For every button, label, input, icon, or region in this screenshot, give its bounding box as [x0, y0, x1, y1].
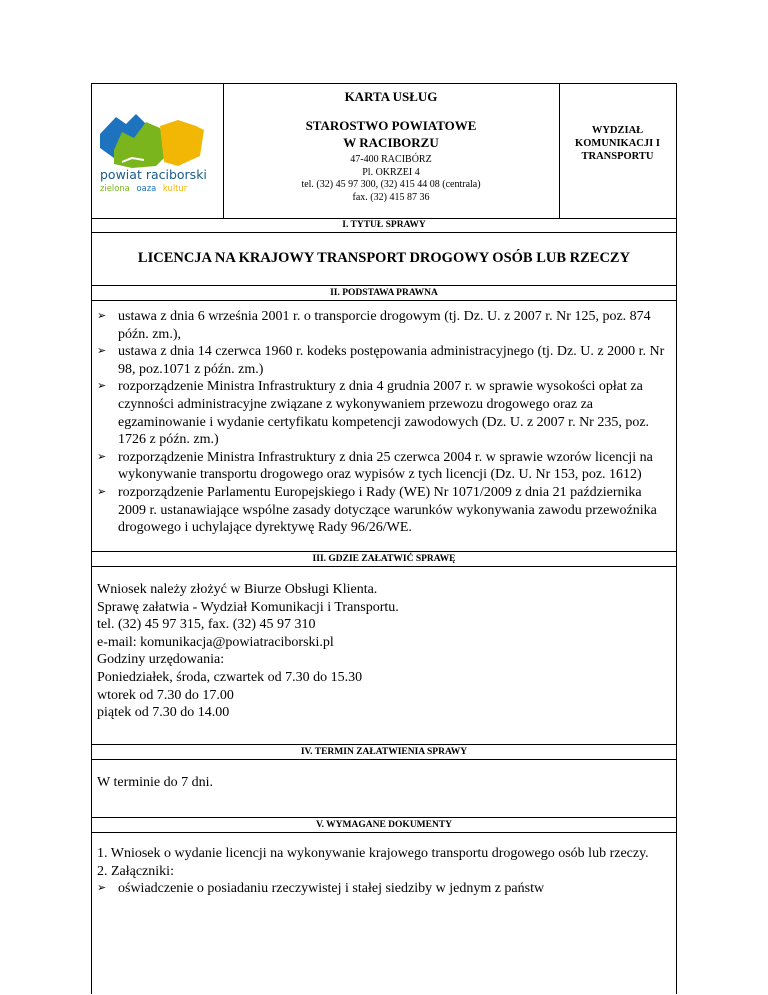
legal-basis-item: ➢ rozporządzenie Ministra Infrastruktury z dnia 25 czerwca 2004 r. w sprawie wzorów licencji na wykonywanie transportu drogowego oraz wypisów z tych licencji (Dz. U. Nr 153, poz. 1612) [97, 449, 653, 483]
arrow-bullet-icon: ➢ [97, 380, 107, 393]
section-2-label: II. PODSTAWA PRAWNA [92, 286, 676, 301]
where-email: e-mail: komunikacja@powiatraciborski.pl [97, 634, 334, 650]
address-fax: fax. (32) 415 87 36 [352, 191, 430, 203]
required-doc-1: 1. Wniosek o wydanie licencji na wykonywanie krajowego transportu drogowego osób lub rzeczy. [97, 846, 649, 861]
section-3-body [92, 567, 676, 745]
legal-basis-item: ➢ ustawa z dnia 14 czerwca 1960 r. kodeks postępowania administracyjnego (tj. Dz. U. z 2000 r. Nr 98, poz.1071 z późn. zm.) [97, 344, 665, 377]
tagline-word-2: oaza [136, 183, 157, 193]
section-1-label: I. TYTUŁ SPRAWY [92, 218, 676, 233]
department-line-3: TRANSPORTU [581, 151, 654, 162]
office-info-cell [223, 84, 560, 218]
office-name [223, 117, 559, 151]
office-address [223, 154, 559, 204]
logo-tagline [100, 183, 188, 193]
where-line: Sprawę załatwia - Wydział Komunikacji i Transportu. [97, 599, 399, 615]
attachment-item: ➢ oświadczenie o posiadaniu rzeczywistej i stałej siedziby w jednym z państw [97, 881, 545, 897]
department-cell [559, 84, 676, 218]
deadline-text: W terminie do 7 dni. [97, 775, 213, 790]
section-5-label: V. WYMAGANE DOKUMENTY [92, 818, 676, 833]
address-phone: tel. (32) 45 97 300, (32) 415 44 08 (centrala) [301, 179, 481, 191]
arrow-bullet-icon: ➢ [97, 310, 107, 322]
logo-cell [92, 84, 224, 218]
where-phone: tel. (32) 45 97 315, fax. (32) 45 97 310 [97, 617, 316, 633]
where-hours-label: Godziny urzędowania: [97, 652, 225, 668]
attachments-list [92, 880, 670, 898]
where-hours-line: piątek od 7.30 do 14.00 [97, 705, 230, 721]
where-hours-line: Poniedziałek, środa, czwartek od 7.30 do 15.30 [97, 669, 363, 685]
card-title: KARTA USŁUG [344, 89, 438, 104]
office-name-line-2: W RACIBORZU [343, 135, 439, 150]
office-name-line-1: STAROSTWO POWIATOWE [305, 118, 477, 133]
address-city: 47-400 RACIBÓRZ [350, 154, 432, 165]
address-street: Pl. OKRZEI 4 [362, 166, 420, 178]
section-3-label: III. GDZIE ZAŁATWIĆ SPRAWĘ [92, 552, 676, 567]
section-5-body [92, 833, 676, 995]
case-title: LICENCJA NA KRAJOWY TRANSPORT DROGOWY OSÓB LUB RZECZY [137, 250, 631, 266]
section-1-body [92, 233, 676, 286]
tagline-word-1: zielona [100, 183, 130, 193]
arrow-bullet-icon: ➢ [97, 345, 107, 358]
where-hours-line: wtorek od 7.30 do 17.00 [97, 687, 234, 703]
section-4-body [92, 760, 676, 818]
logo-name: powiat raciborski [100, 167, 207, 182]
arrow-bullet-icon: ➢ [97, 485, 107, 498]
arrow-bullet-icon: ➢ [97, 450, 107, 463]
card-header [92, 84, 676, 219]
required-doc-2: 2. Załączniki: [97, 863, 174, 879]
legal-basis-list [92, 308, 670, 537]
tagline-word-3: kultur [162, 183, 188, 193]
department-name [559, 124, 676, 163]
legal-basis-item: ➢ rozporządzenie Parlamentu Europejskiego i Rady (WE) Nr 1071/2009 z dnia 21 października 2009 r. ustanawiające wspólne zasady dotyczące warunków wykonywania zawodu przewoźnika drogowego i uchylające dyrektywę Rady 96/26/WE. [97, 484, 657, 536]
legal-basis-item: ➢ ustawa z dnia 6 września 2001 r. o transporcie drogowym (tj. Dz. U. z 2007 r. Nr 125, poz. 874 późn. zm.), [97, 309, 651, 342]
logo-yellow-shape [160, 120, 204, 166]
department-line-2: KOMUNIKACJI I [575, 138, 660, 149]
department-line-1: WYDZIAŁ [591, 125, 644, 136]
service-card [91, 83, 677, 994]
arrow-bullet-icon: ➢ [97, 882, 107, 895]
where-line: Wniosek należy złożyć w Biurze Obsługi Klienta. [97, 582, 378, 597]
section-4-label: IV. TERMIN ZAŁATWIENIA SPRAWY [92, 745, 676, 760]
section-2-body [92, 301, 676, 552]
powiat-raciborski-logo [92, 84, 223, 218]
legal-basis-item: ➢ rozporządzenie Ministra Infrastruktury z dnia 4 grudnia 2007 r. w sprawie wysokości opłat za czynności administracyjne związane z wykonywaniem przewozu drogowego oraz za egzaminowanie i wydanie certyfikatu kompetencji zawodowych (Dz. U. z 2007 r. Nr 235, poz. 1726 z późn. zm.) [97, 379, 650, 448]
